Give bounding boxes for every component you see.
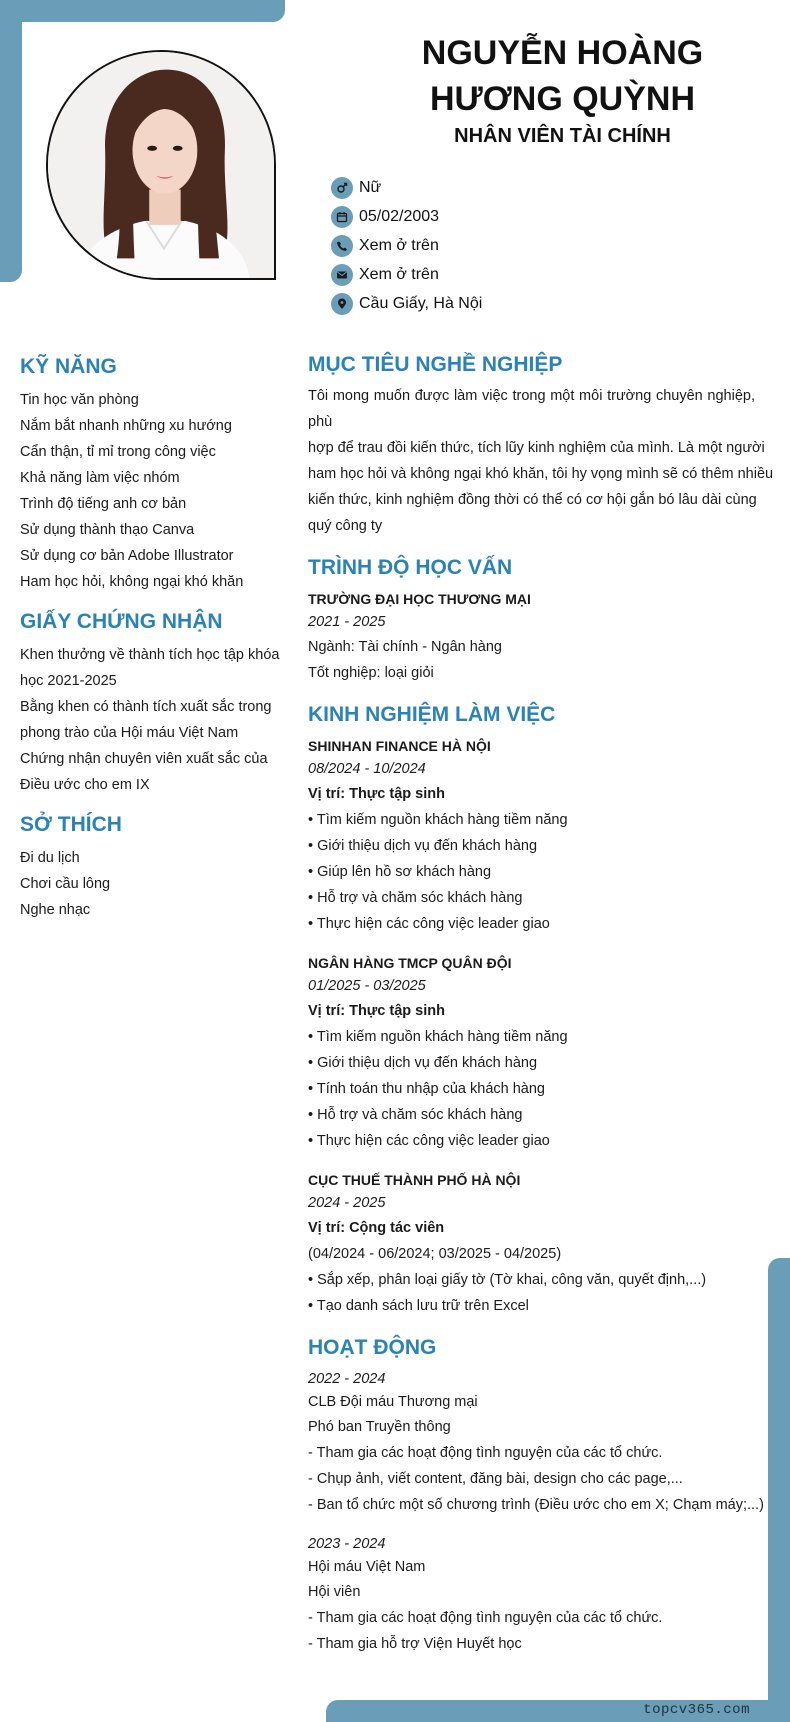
experience-title: KINH NGHIỆM LÀM VIỆC [308,703,556,726]
job-company: NGÂN HÀNG TMCP QUÂN ĐỘI [308,955,512,971]
job-task: • Tìm kiếm nguồn khách hàng tiềm năng [308,812,568,828]
activity-task: - Tham gia các hoạt động tình nguyện của các tổ chức. [308,1445,663,1461]
job-position: Vị trí: Thực tập sinh [308,1003,445,1019]
phone-icon [331,235,353,257]
activities-title: HOẠT ĐỘNG [308,1336,437,1359]
decor-left-bar [0,0,22,282]
skill-item: Sử dụng cơ bản Adobe Illustrator [20,548,234,564]
contact-phone [331,231,482,260]
hobby-item: Chơi cầu lông [20,876,111,892]
job-task: • Tìm kiếm nguồn khách hàng tiềm năng [308,1029,568,1045]
activity-task: - Ban tổ chức một số chương trình (Điều ước cho em X; Chạm máy;...) [308,1497,764,1513]
activity-role: Phó ban Truyền thông [308,1419,451,1435]
job-period: 08/2024 - 10/2024 [308,761,426,777]
contact-address [331,289,482,318]
hobby-item: Đi du lịch [20,850,80,866]
job-task: • Thực hiện các công việc leader giao [308,916,550,932]
certificate-line: Điều ước cho em IX [20,777,150,793]
education-major: Ngành: Tài chính - Ngân hàng [308,639,503,655]
job-task: • Hỗ trợ và chăm sóc khách hàng [308,890,523,906]
job-task: • Giúp lên hồ sơ khách hàng [308,864,492,880]
education-period: 2021 - 2025 [308,614,386,630]
contact-birthday-text: 05/02/2003 [359,207,440,225]
contact-phone-text: Xem ở trên [359,236,439,254]
objective-title: MỤC TIÊU NGHỀ NGHIỆP [308,353,563,376]
activity-task: - Tham gia hỗ trợ Viện Huyết học [308,1636,522,1652]
hobby-item: Nghe nhạc [20,902,91,918]
email-icon [331,264,353,286]
education-grade: Tốt nghiệp: loại giỏi [308,665,434,681]
skill-item: Khả năng làm việc nhóm [20,470,180,486]
job-period: 01/2025 - 03/2025 [308,978,426,994]
activity-task: - Tham gia các hoạt động tình nguyện của các tổ chức. [308,1610,663,1626]
calendar-icon [331,206,353,228]
education-title: TRÌNH ĐỘ HỌC VẤN [308,556,513,579]
contact-address-text: Cầu Giấy, Hà Nội [359,294,483,312]
objective-line: hợp để trau đồi kiến thức, tích lũy kinh nghiệm của mình. Là một người [308,440,765,456]
certificate-line: Khen thưởng về thành tích học tập khóa [20,647,280,663]
job-task: • Thực hiện các công việc leader giao [308,1133,550,1149]
contact-email [331,260,482,289]
job-period: 2024 - 2025 [308,1195,386,1211]
job-position: Vị trí: Cộng tác viên [308,1220,445,1236]
profile-photo [46,50,276,280]
job-company: CỤC THUẾ THÀNH PHỐ HÀ NỘI [308,1172,521,1188]
activity-org: Hội máu Việt Nam [308,1559,426,1575]
skill-item: Cẩn thận, tỉ mỉ trong công việc [20,444,216,460]
job-task: • Tính toán thu nhập của khách hàng [308,1081,545,1097]
location-icon [331,293,353,315]
skill-item: Trình độ tiếng anh cơ bản [20,496,187,512]
gender-icon [331,177,353,199]
objective-line: Tôi mong muốn được làm việc trong một môi trường chuyên nghiệp, [308,388,755,404]
decor-right-bar [768,1258,790,1722]
name-line-1: NGUYỄN HOÀNG [421,34,704,72]
watermark: topcv365.com [643,1702,750,1718]
certificate-line: Bằng khen có thành tích xuất sắc trong [20,699,272,715]
skill-item: Nắm bắt nhanh những xu hướng [20,418,232,434]
activity-role: Hội viên [308,1584,361,1600]
education-school: TRƯỜNG ĐẠI HỌC THƯƠNG MẠI [308,591,531,607]
objective-line: phù [308,414,333,430]
certificates-title: GIẤY CHỨNG NHẬN [20,610,223,633]
certificate-line: Chứng nhận chuyên viên xuất sắc của [20,751,268,767]
job-task: • Hỗ trợ và chăm sóc khách hàng [308,1107,523,1123]
job-position: Vị trí: Thực tập sinh [308,786,445,802]
objective-line: ham học hỏi và không ngại khó khăn, tôi hy vọng mình sẽ có thêm nhiều [308,466,774,482]
objective-line: kiến thức, kinh nghiệm đồng thời có thể có cơ hội gắn bó lâu dài cùng [308,492,757,508]
certificate-line: phong trào của Hội máu Việt Nam [20,725,239,741]
contact-list [331,173,482,318]
activity-period: 2023 - 2024 [308,1536,386,1552]
objective-line: quý công ty [308,518,383,534]
name-line-2: HƯƠNG QUỲNH [430,80,695,118]
job-note: (04/2024 - 06/2024; 03/2025 - 04/2025) [308,1246,562,1262]
job-task: • Giới thiệu dịch vụ đến khách hàng [308,1055,538,1071]
hobbies-title: SỞ THÍCH [20,813,122,836]
contact-email-text: Xem ở trên [359,265,439,283]
activity-period: 2022 - 2024 [308,1371,386,1387]
contact-birthday [331,202,482,231]
job-task: • Tạo danh sách lưu trữ trên Excel [308,1298,529,1314]
job-title: NHÂN VIÊN TÀI CHÍNH [454,125,671,147]
skill-item: Tin học văn phòng [20,392,139,408]
activity-task: - Chụp ảnh, viết content, đăng bài, design cho các page,... [308,1471,683,1487]
contact-gender [331,173,482,202]
skill-item: Ham học hỏi, không ngại khó khăn [20,574,244,590]
job-company: SHINHAN FINANCE HÀ NỘI [308,738,491,754]
candidate-name [360,30,765,122]
job-task: • Sắp xếp, phân loại giấy tờ (Tờ khai, công văn, quyết định,...) [308,1272,707,1288]
activity-org: CLB Đội máu Thương mại [308,1394,478,1410]
job-task: • Giới thiệu dịch vụ đến khách hàng [308,838,538,854]
decor-top-bar [0,0,285,22]
contact-gender-text: Nữ [359,178,382,196]
certificate-line: học 2021-2025 [20,673,117,689]
skills-title: KỸ NĂNG [20,355,117,378]
skill-item: Sử dụng thành thạo Canva [20,522,195,538]
